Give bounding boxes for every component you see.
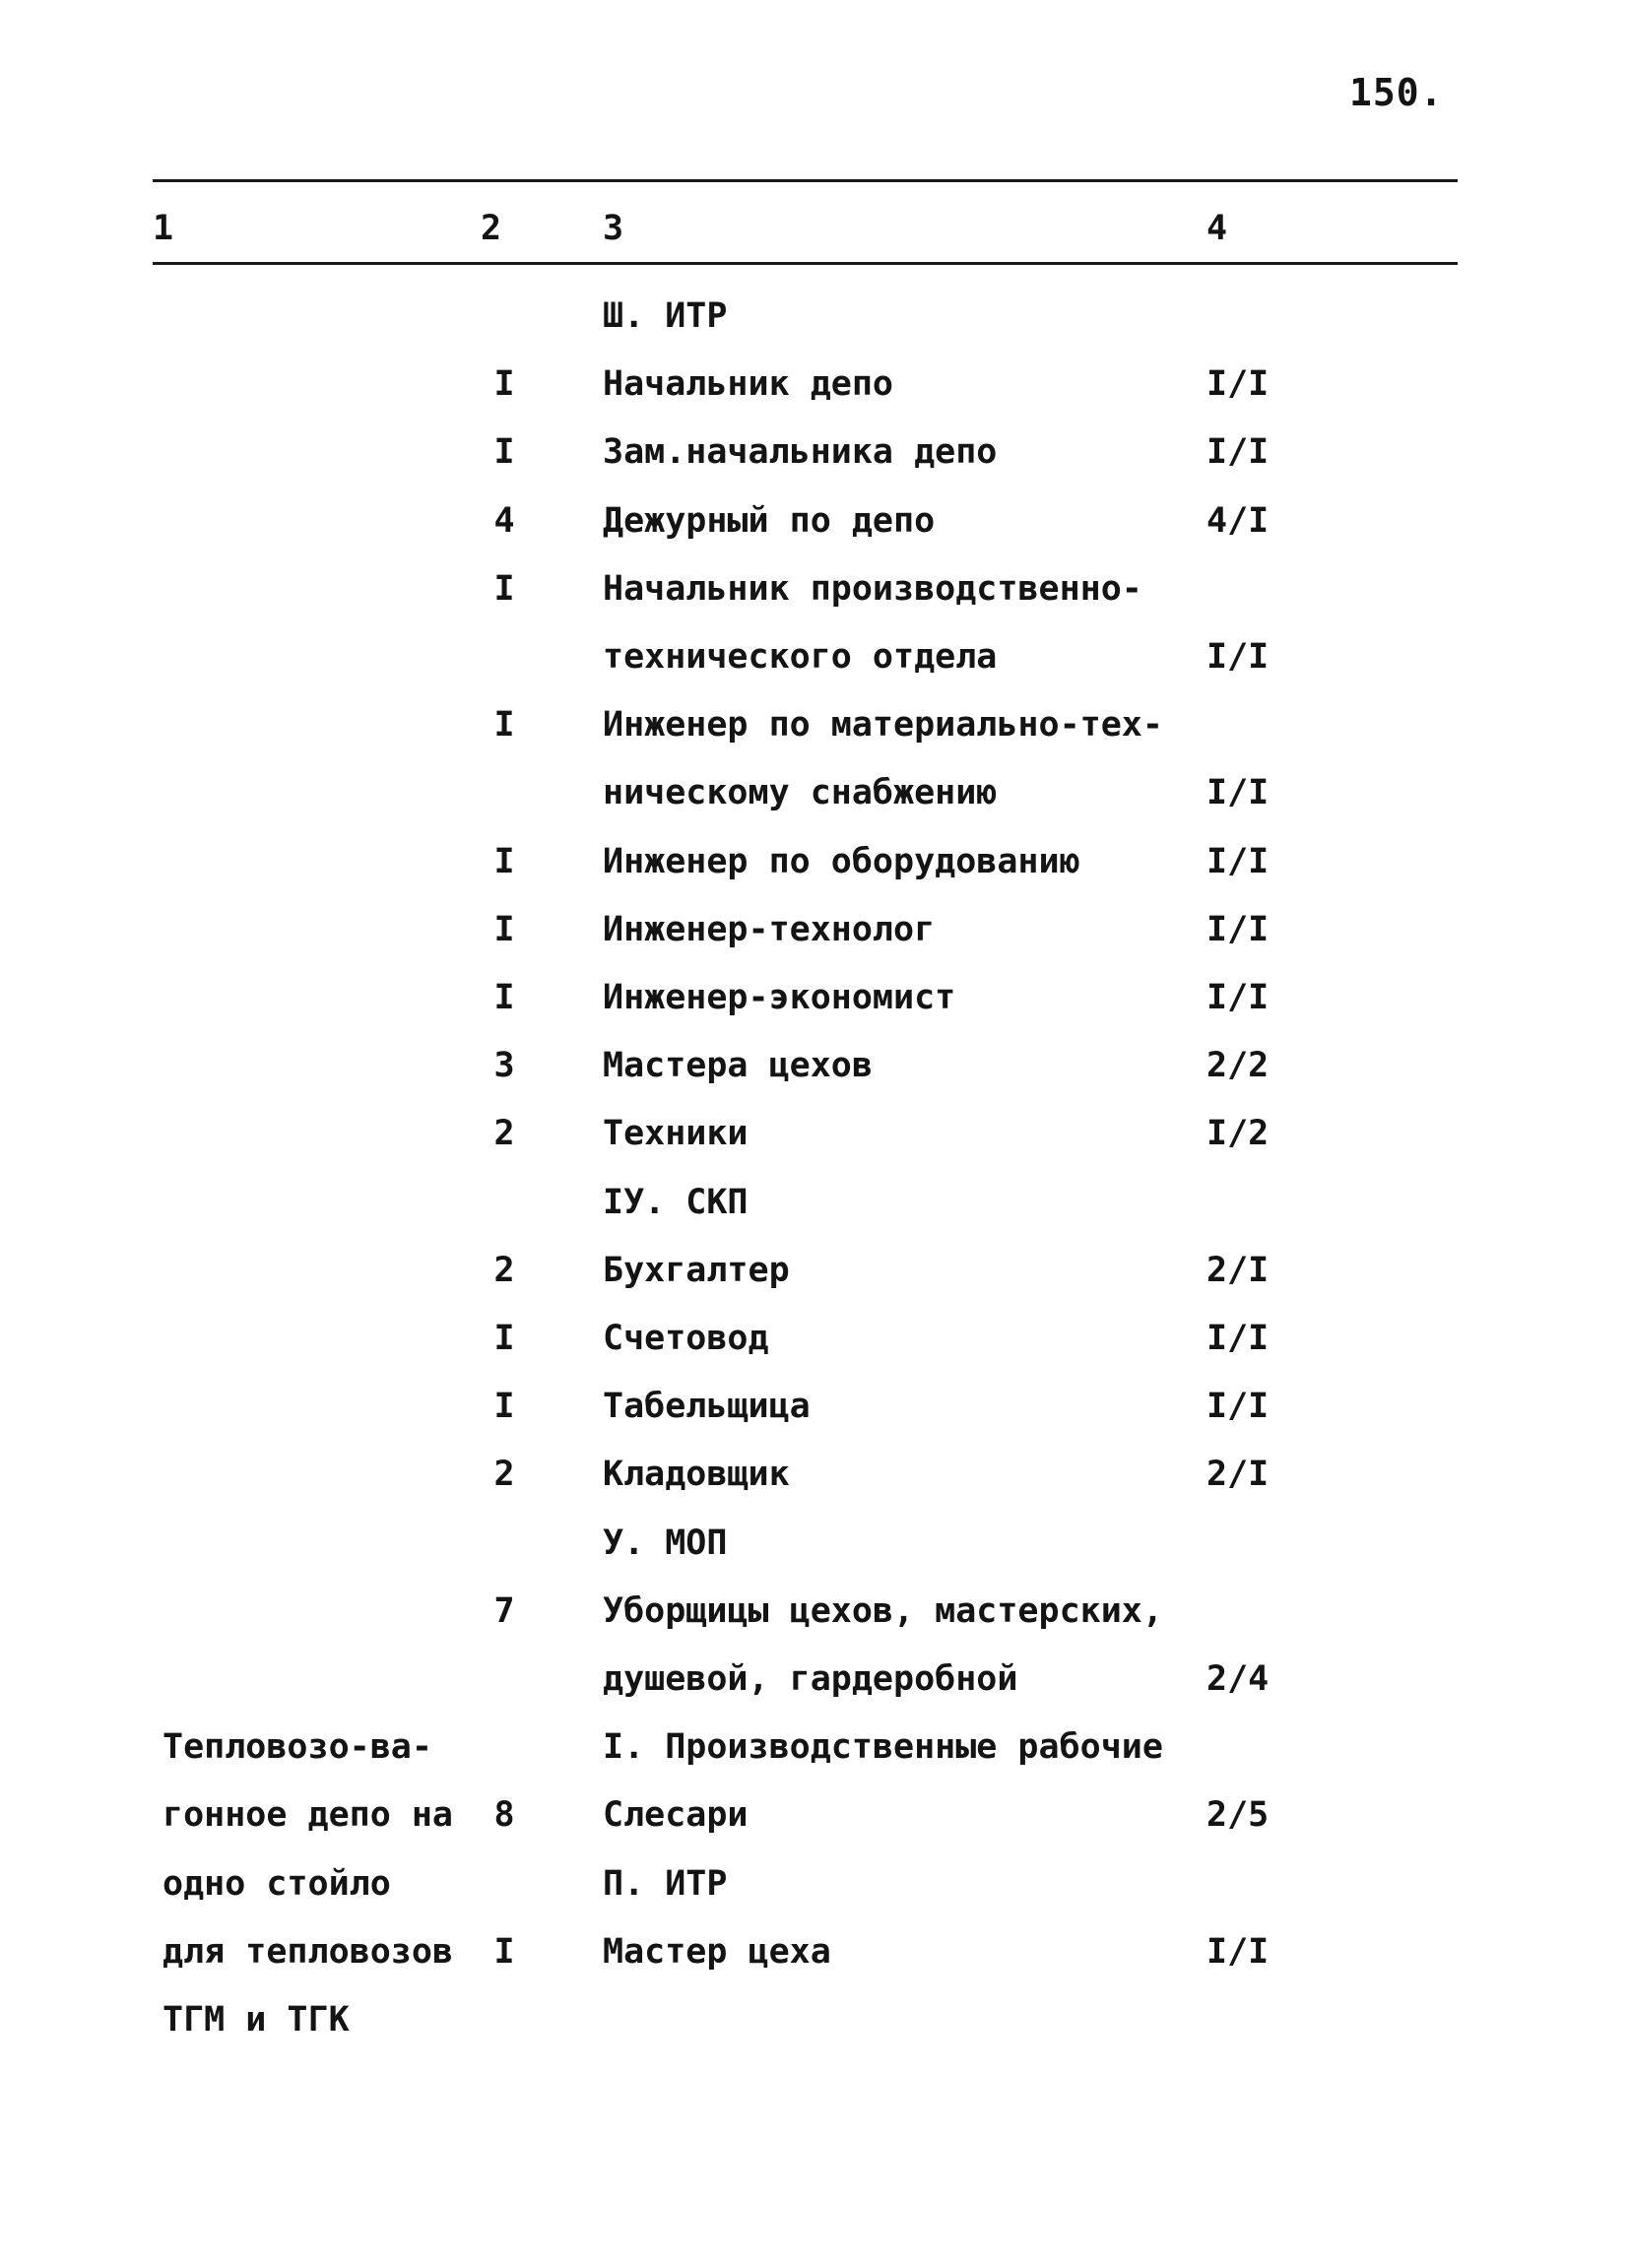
cell-c3: Бухгалтер: [603, 1251, 790, 1290]
cell-c3: Техники: [603, 1114, 749, 1153]
cell-c2: I: [493, 364, 515, 404]
cell-c3: П. ИТР: [603, 1864, 728, 1904]
column-header-2: 2: [481, 209, 502, 248]
cell-c3: Инженер по материально-тех-: [603, 705, 1163, 745]
cell-c1: одно стойло: [163, 1864, 391, 1904]
cell-c2: I: [493, 1387, 515, 1426]
cell-c4: 4/I: [1206, 501, 1270, 541]
cell-c3: I. Производственные рабочие: [603, 1727, 1163, 1767]
table-row: [0, 554, 1629, 623]
cell-c3: ническому снабжению: [603, 773, 998, 812]
table-row: [0, 350, 1629, 419]
cell-c4: I/I: [1206, 978, 1270, 1017]
table-row: [0, 1917, 1629, 1986]
cell-c4: I/I: [1206, 1387, 1270, 1426]
cell-c3: Инженер-экономист: [603, 978, 956, 1017]
table-row: [0, 486, 1629, 555]
cell-c4: 2/4: [1206, 1659, 1270, 1699]
cell-c3: Ш. ИТР: [603, 296, 728, 336]
cell-c2: 4: [493, 501, 515, 541]
cell-c1: для тепловозов: [163, 1932, 454, 1972]
table-row: [0, 1509, 1629, 1578]
cell-c4: 2/I: [1206, 1251, 1270, 1290]
table-row: [0, 282, 1629, 351]
cell-c4: 2/I: [1206, 1455, 1270, 1494]
table-row: [0, 1031, 1629, 1100]
table-row: [0, 1985, 1629, 2054]
table-row: [0, 1645, 1629, 1714]
table-row: [0, 1099, 1629, 1168]
cell-c2: I: [493, 910, 515, 949]
cell-c2: I: [493, 842, 515, 881]
table-row: [0, 1713, 1629, 1782]
table-row: [0, 1577, 1629, 1646]
cell-c2: I: [493, 432, 515, 472]
table-row: [0, 1304, 1629, 1373]
cell-c3: Начальник депо: [603, 364, 894, 404]
table-row: [0, 1440, 1629, 1509]
cell-c2: 2: [493, 1455, 515, 1494]
table-row: [0, 758, 1629, 827]
cell-c2: I: [493, 1932, 515, 1972]
cell-c2: 7: [493, 1591, 515, 1631]
cell-c4: I/I: [1206, 1932, 1270, 1972]
cell-c3: душевой, гардеробной: [603, 1659, 1018, 1699]
cell-c3: Счетовод: [603, 1319, 769, 1358]
cell-c4: I/I: [1206, 432, 1270, 472]
cell-c1: гонное депо на: [163, 1795, 454, 1835]
cell-c2: 2: [493, 1114, 515, 1153]
cell-c4: I/I: [1206, 1319, 1270, 1358]
column-header-3: 3: [603, 209, 624, 248]
cell-c4: I/I: [1206, 637, 1270, 677]
cell-c3: IУ. СКП: [603, 1183, 749, 1222]
cell-c3: Инженер по оборудованию: [603, 842, 1080, 881]
cell-c2: 3: [493, 1046, 515, 1085]
cell-c2: I: [493, 705, 515, 745]
cell-c3: Инженер-технолог: [603, 910, 936, 949]
cell-c4: I/I: [1206, 773, 1270, 812]
table-row: [0, 827, 1629, 896]
cell-c3: У. МОП: [603, 1523, 728, 1563]
column-header-4: 4: [1206, 209, 1228, 248]
column-header-1: 1: [153, 209, 174, 248]
table-row: [0, 418, 1629, 486]
cell-c3: Начальник производственно-: [603, 569, 1142, 609]
table-row: [0, 1849, 1629, 1918]
cell-c4: I/I: [1206, 842, 1270, 881]
table-top-rule: [153, 179, 1458, 182]
cell-c1: Тепловозо-ва-: [163, 1727, 432, 1767]
cell-c3: Уборщицы цехов, мастерских,: [603, 1591, 1163, 1631]
cell-c2: I: [493, 1319, 515, 1358]
table-row: [0, 1236, 1629, 1305]
cell-c3: технического отдела: [603, 637, 998, 677]
cell-c4: 2/2: [1206, 1046, 1270, 1085]
table-row: [0, 963, 1629, 1032]
cell-c4: I/2: [1206, 1114, 1270, 1153]
cell-c3: Кладовщик: [603, 1455, 790, 1494]
table-row: [0, 690, 1629, 759]
cell-c3: Зам.начальника депо: [603, 432, 998, 472]
table-row: [0, 1372, 1629, 1441]
table-header-rule: [153, 262, 1458, 265]
cell-c4: 2/5: [1206, 1795, 1270, 1835]
cell-c2: 2: [493, 1251, 515, 1290]
table-row: [0, 1781, 1629, 1849]
cell-c2: I: [493, 569, 515, 609]
cell-c3: Мастера цехов: [603, 1046, 873, 1085]
cell-c4: I/I: [1206, 364, 1270, 404]
cell-c2: 8: [493, 1795, 515, 1835]
cell-c4: I/I: [1206, 910, 1270, 949]
cell-c3: Слесари: [603, 1795, 749, 1835]
table-row: [0, 622, 1629, 691]
cell-c3: Дежурный по депо: [603, 501, 936, 541]
table-row: [0, 895, 1629, 964]
table-row: [0, 1168, 1629, 1237]
cell-c3: Мастер цеха: [603, 1932, 831, 1972]
cell-c2: I: [493, 978, 515, 1017]
page-number: 150.: [1349, 71, 1444, 114]
cell-c1: ТГМ и ТГК: [163, 2000, 350, 2040]
cell-c3: Табельщица: [603, 1387, 811, 1426]
